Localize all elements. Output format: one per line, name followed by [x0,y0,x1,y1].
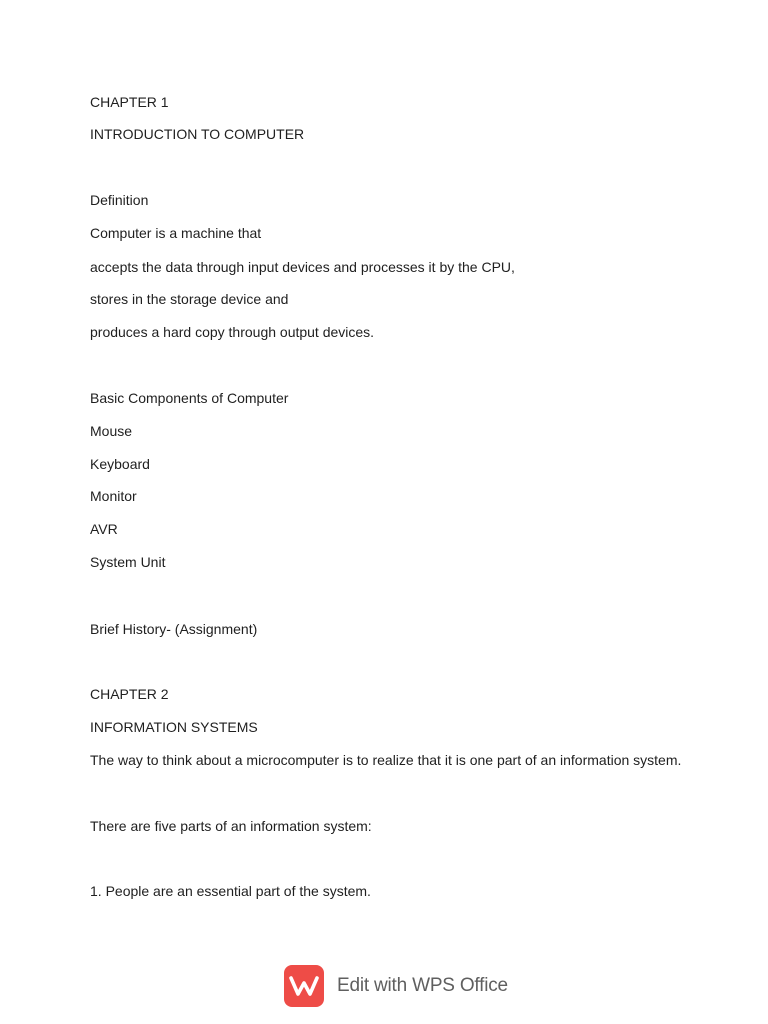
brief-history-line: Brief History- (Assignment) [90,621,258,637]
wps-office-logo-icon [284,965,324,1007]
definition-heading: Definition [90,192,149,208]
definition-text-line: stores in the storage device and [90,291,289,307]
component-item: Mouse [90,423,133,439]
chapter-2-title: INFORMATION SYSTEMS [90,719,258,735]
components-heading: Basic Components of Computer [90,390,289,406]
chapter-1-heading: CHAPTER 1 [90,94,169,110]
component-item: Monitor [90,488,137,504]
component-item: System Unit [90,554,166,570]
paragraph-line: The way to think about a microcomputer is to realize that it is one part of an information system. [90,752,682,768]
list-item: 1. People are an essential part of the system. [90,883,371,899]
component-item: AVR [90,521,118,537]
paragraph-line: There are five parts of an information system: [90,818,372,834]
definition-text-line: Computer is a machine that [90,225,262,241]
chapter-2-heading: CHAPTER 2 [90,686,169,702]
edit-with-wps-office-banner[interactable] [284,965,508,1007]
edit-with-wps-office-label: Edit with WPS Office [337,975,508,996]
component-item: Keyboard [90,456,150,472]
chapter-1-title: INTRODUCTION TO COMPUTER [90,126,305,142]
definition-text-line: produces a hard copy through output devices. [90,324,375,340]
definition-text-line: accepts the data through input devices and processes it by the CPU, [90,259,515,275]
wps-w-glyph-icon [289,975,319,997]
